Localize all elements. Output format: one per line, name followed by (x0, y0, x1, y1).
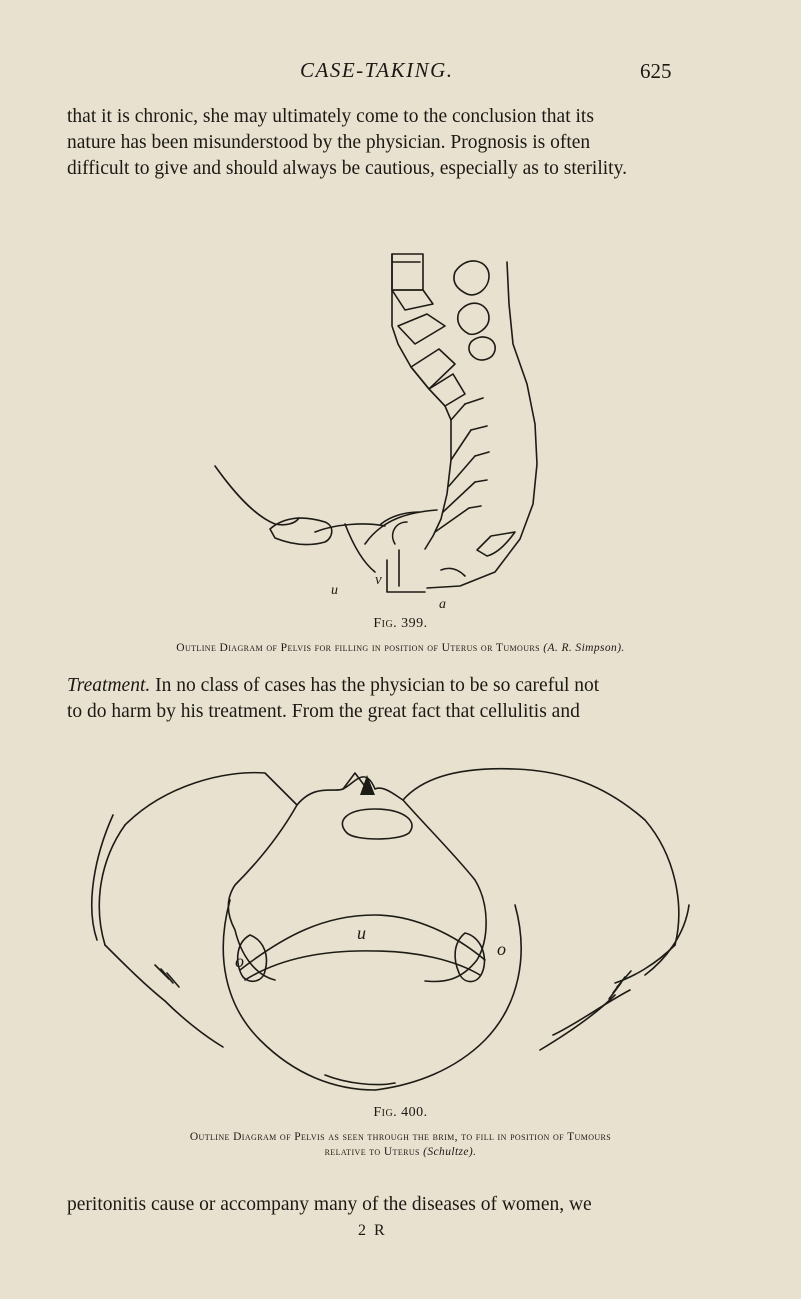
paragraph-peritonitis (67, 1192, 737, 1218)
running-title: CASE-TAKING. (300, 58, 454, 82)
label-v: v (375, 572, 382, 588)
paragraph-prognosis (67, 104, 737, 182)
paragraph-treatment (67, 673, 737, 725)
signature-mark: 2 R (358, 1222, 387, 1239)
text-line: that it is chronic, she may ultimately come to the conclusion that its (67, 106, 594, 127)
text-line: peritonitis cause or accompany many of the diseases of women, we (67, 1194, 592, 1215)
caption-attribution: (A. R. Simpson). (543, 642, 625, 654)
label-o-right: o (497, 939, 506, 959)
caption-text: Outline Diagram of Pelvis as seen through the brim, to fill in position of Tumours (189, 1131, 612, 1143)
figure-399-pelvis-sagittal (215, 254, 555, 612)
label-o-left: o (235, 951, 244, 971)
page-number: 625 (640, 59, 672, 83)
label-u: u (357, 923, 366, 943)
text-line: difficult to give and should always be cautious, especially as to sterility. (67, 158, 627, 179)
label-a: a (439, 597, 446, 612)
figure-400-pelvic-brim (85, 765, 715, 1100)
figure-399-number: Fig. 399. (373, 616, 428, 631)
figure-399-caption (60, 641, 741, 656)
figure-400-number: Fig. 400. (373, 1105, 428, 1120)
running-head (0, 58, 801, 90)
label-u: u (331, 583, 338, 598)
treatment-heading: Treatment. (67, 675, 151, 696)
caption-text: relative to Uterus (324, 1146, 420, 1158)
figure-400-caption (60, 1130, 741, 1160)
text-line: nature has been misunderstood by the physician. Prognosis is often (67, 132, 591, 153)
caption-attribution: (Schultze). (423, 1146, 477, 1158)
caption-text: Outline Diagram of Pelvis for filling in position of Uterus or Tumours (176, 642, 540, 654)
text-line: to do harm by his treatment. From the great fact that cellulitis and (67, 701, 580, 722)
text-line: In no class of cases has the physician to be so careful not (150, 675, 600, 696)
